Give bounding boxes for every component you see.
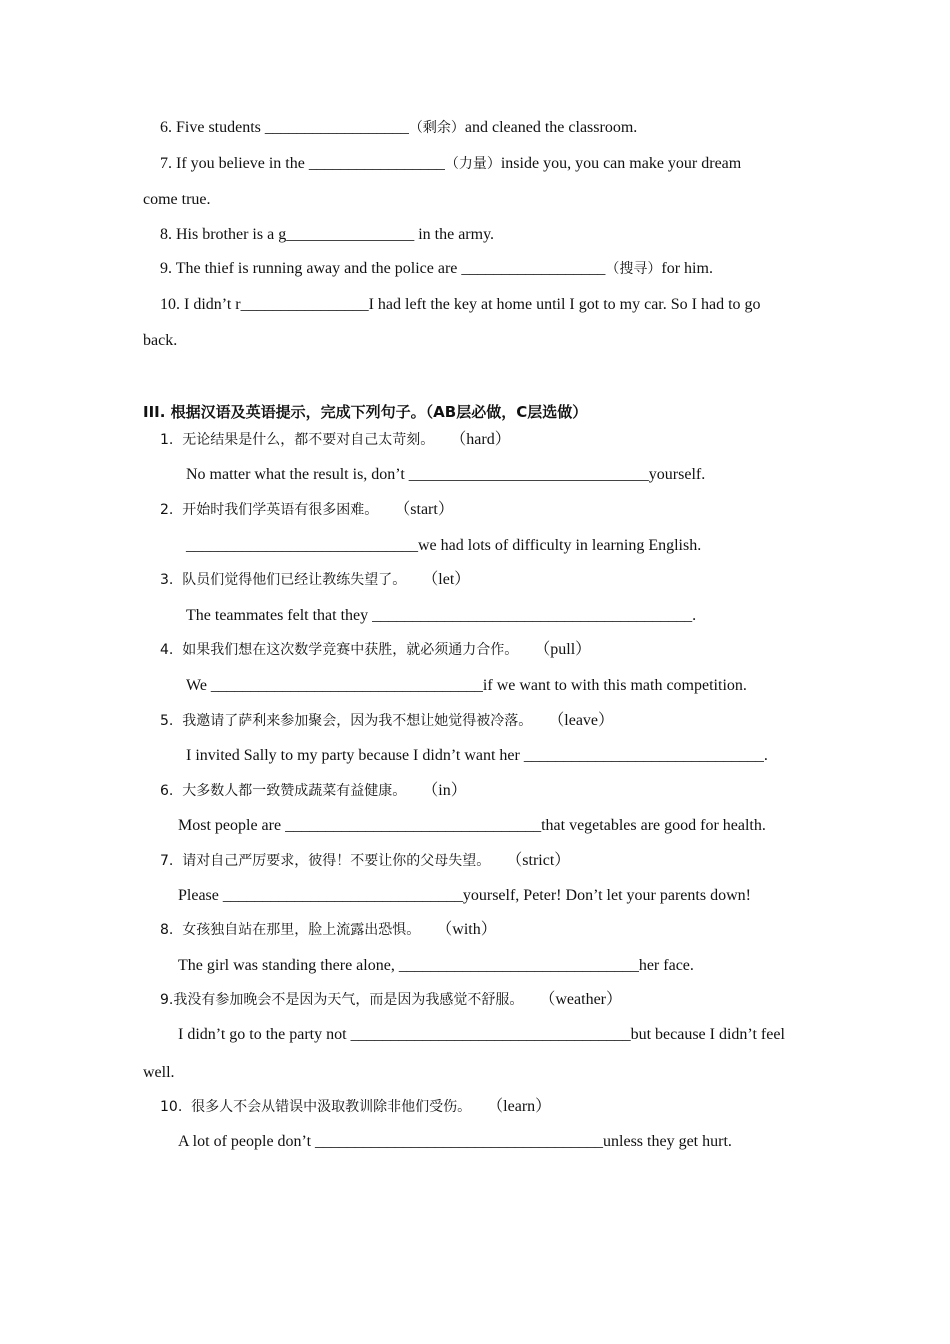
answer-blank[interactable]: ________________________________ <box>285 817 542 834</box>
item-9-continuation: well. <box>143 1064 175 1081</box>
answer-blank[interactable]: ______________________________ <box>523 747 764 764</box>
item-1-prompt: 1. 无论结果是什么，都不要对自己太苛刻。 （hard） <box>160 431 511 448</box>
item-10-answer: A lot of people don’t ____________________________________unless they get hurt. <box>178 1133 732 1150</box>
answer-blank[interactable]: __________________ <box>461 260 606 277</box>
item-6-answer: Most people are ________________________________that vegetables are good for health. <box>178 817 766 834</box>
answer-blank[interactable]: ________________ <box>286 226 415 243</box>
item-5-prompt: 5. 我邀请了萨利来参加聚会，因为我不想让她觉得被冷落。 （leave） <box>160 712 615 729</box>
section-heading: III. 根据汉语及英语提示，完成下列句子。（AB层必做，C层选做） <box>143 403 588 421</box>
q9-line: 9. The thief is running away and the police are __________________（搜寻）for him. <box>160 260 713 277</box>
answer-blank[interactable]: ______________________________ <box>408 466 649 483</box>
item-3-prompt: 3. 队员们觉得他们已经让教练失望了。 （let） <box>160 571 471 588</box>
answer-blank[interactable]: __________________ <box>264 119 409 136</box>
item-1-answer: No matter what the result is, don’t ______________________________yourself. <box>186 466 706 483</box>
answer-blank[interactable]: ___________________________________ <box>350 1026 631 1043</box>
answer-blank[interactable]: __________________________________ <box>210 677 483 694</box>
item-3-answer: The teammates felt that they ________________________________________. <box>186 607 697 624</box>
answer-blank[interactable]: _________________ <box>308 155 445 172</box>
answer-blank[interactable]: ______________________________ <box>222 887 463 904</box>
q7-continuation: come true. <box>143 191 211 208</box>
q7-line: 7. If you believe in the _________________（力量）inside you, you can make your dream <box>160 155 742 172</box>
item-8-answer: The girl was standing there alone, ______________________________her face. <box>178 957 694 974</box>
q10-line: 10. I didn’t r________________I had left the key at home until I got to my car. So I had to go <box>160 296 761 313</box>
item-4-prompt: 4. 如果我们想在这次数学竞赛中获胜，就必须通力合作。 （pull） <box>160 641 592 658</box>
item-2-prompt: 2. 开始时我们学英语有很多困难。 （start） <box>160 501 454 518</box>
item-9-prompt: 9.我没有参加晚会不是因为天气，而是因为我感觉不舒服。 （weather） <box>160 991 622 1008</box>
answer-blank[interactable]: ____________________________________ <box>315 1133 604 1150</box>
item-2-answer: _____________________________we had lots of difficulty in learning English. <box>186 537 702 554</box>
answer-blank[interactable]: _____________________________ <box>186 537 418 554</box>
item-9-answer: I didn’t go to the party not ___________________________________but because I didn’t feel <box>178 1026 785 1043</box>
item-7-prompt: 7. 请对自己严厉要求，彼得！不要让你的父母失望。 （strict） <box>160 852 571 869</box>
answer-blank[interactable]: ______________________________ <box>398 957 639 974</box>
answer-blank[interactable]: ________________ <box>240 296 369 313</box>
item-5-answer: I invited Sally to my party because I didn’t want her ______________________________. <box>186 747 768 764</box>
answer-blank[interactable]: ________________________________________ <box>372 607 693 624</box>
q8-line: 8. His brother is a g________________ in the army. <box>160 226 495 243</box>
item-7-answer: Please ______________________________yourself, Peter! Don’t let your parents down! <box>178 887 751 904</box>
item-4-answer: We __________________________________if we want to with this math competition. <box>186 677 747 694</box>
q10-continuation: back. <box>143 332 178 349</box>
q6-line: 6. Five students __________________（剩余）and cleaned the classroom. <box>160 119 638 136</box>
item-10-prompt: 10. 很多人不会从错误中汲取教训除非他们受伤。 （learn） <box>160 1098 552 1115</box>
item-6-prompt: 6. 大多数人都一致赞成蔬菜有益健康。 （in） <box>160 782 467 799</box>
item-8-prompt: 8. 女孩独自站在那里，脸上流露出恐惧。 （with） <box>160 921 497 938</box>
